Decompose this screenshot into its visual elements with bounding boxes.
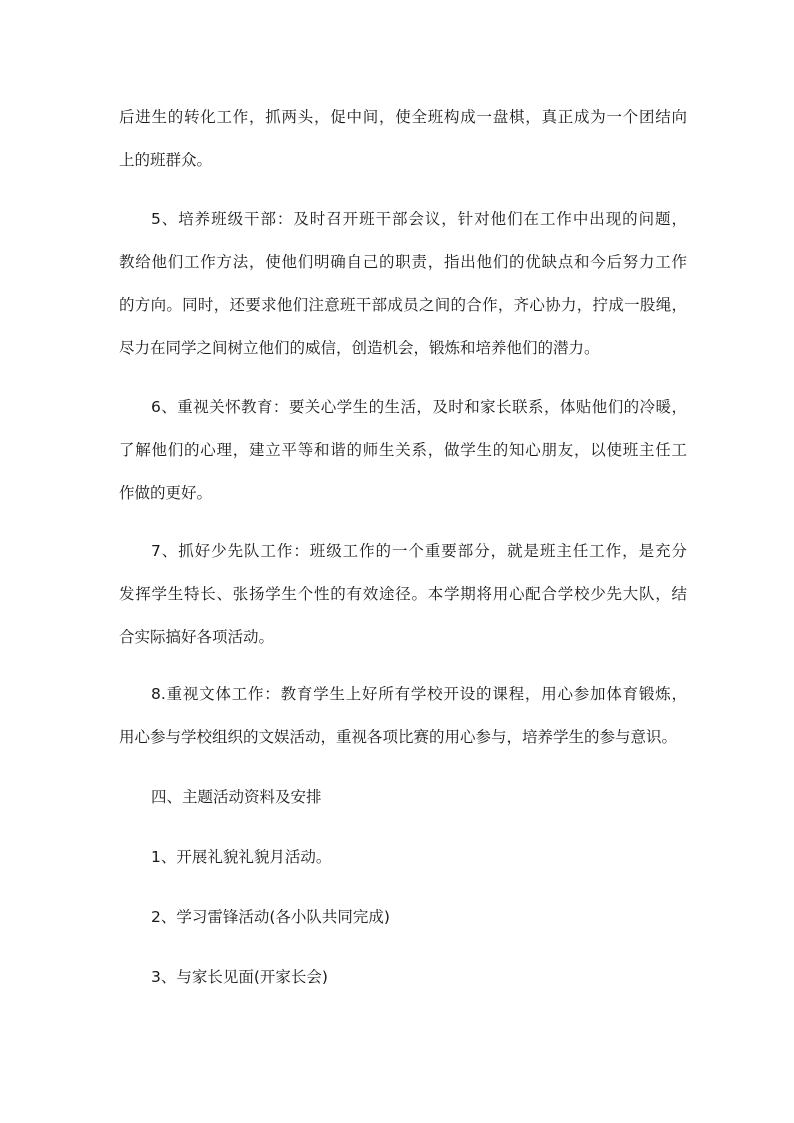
paragraph-line: 5、培养班级干部：及时召开班干部会议，针对他们在工作中出现的问题， bbox=[151, 210, 687, 228]
paragraph-item-5 bbox=[119, 198, 687, 370]
section-heading: 四、主题活动资料及安排 bbox=[151, 788, 322, 806]
paragraph-line: 上的班群众。 bbox=[119, 151, 213, 169]
paragraph-line: 了解他们的心理，建立平等和谐的师生关系，做学生的知心朋友，以使班主任工 bbox=[119, 441, 687, 459]
paragraph-line: 发挥学生特长、张扬学生个性的有效途径。本学期将用心配合学校少先大队，结 bbox=[119, 585, 687, 603]
paragraph-line: 用心参与学校组织的文娱活动，重视各项比赛的用心参与，培养学生的参与意识。 bbox=[119, 728, 678, 746]
paragraph-intro bbox=[119, 96, 687, 182]
activity-item: 1、开展礼貌礼貌月活动。 bbox=[151, 848, 332, 866]
paragraph-line: 合实际搞好各项活动。 bbox=[119, 628, 275, 646]
paragraph-line: 后进生的转化工作，抓两头，促中间，使全班构成一盘棋，真正成为一个团结向 bbox=[119, 108, 687, 126]
paragraph-item-7 bbox=[119, 530, 687, 659]
paragraph-line: 的方向。同时，还要求他们注意班干部成员之间的合作，齐心协力，拧成一股绳， bbox=[119, 296, 687, 314]
paragraph-item-8 bbox=[119, 673, 687, 759]
paragraph-line: 作做的更好。 bbox=[119, 484, 213, 502]
paragraph-line: 6、重视关怀教育：要关心学生的生活，及时和家长联系，体贴他们的冷暖， bbox=[151, 398, 687, 416]
paragraph-line: 8.重视文体工作：教育学生上好所有学校开设的课程，用心参加体育锻炼， bbox=[151, 685, 687, 703]
activity-item: 2、学习雷锋活动(各小队共同完成) bbox=[151, 908, 390, 926]
paragraph-line: 7、抓好少先队工作：班级工作的一个重要部分，就是班主任工作，是充分 bbox=[151, 542, 687, 560]
paragraph-line: 尽力在同学之间树立他们的威信，创造机会，锻炼和培养他们的潜力。 bbox=[119, 339, 600, 357]
activity-item: 3、与家长见面(开家长会) bbox=[151, 968, 328, 986]
paragraph-item-6 bbox=[119, 386, 687, 515]
paragraph-line: 教给他们工作方法，使他们明确自己的职责，指出他们的优缺点和今后努力工作 bbox=[119, 253, 687, 271]
